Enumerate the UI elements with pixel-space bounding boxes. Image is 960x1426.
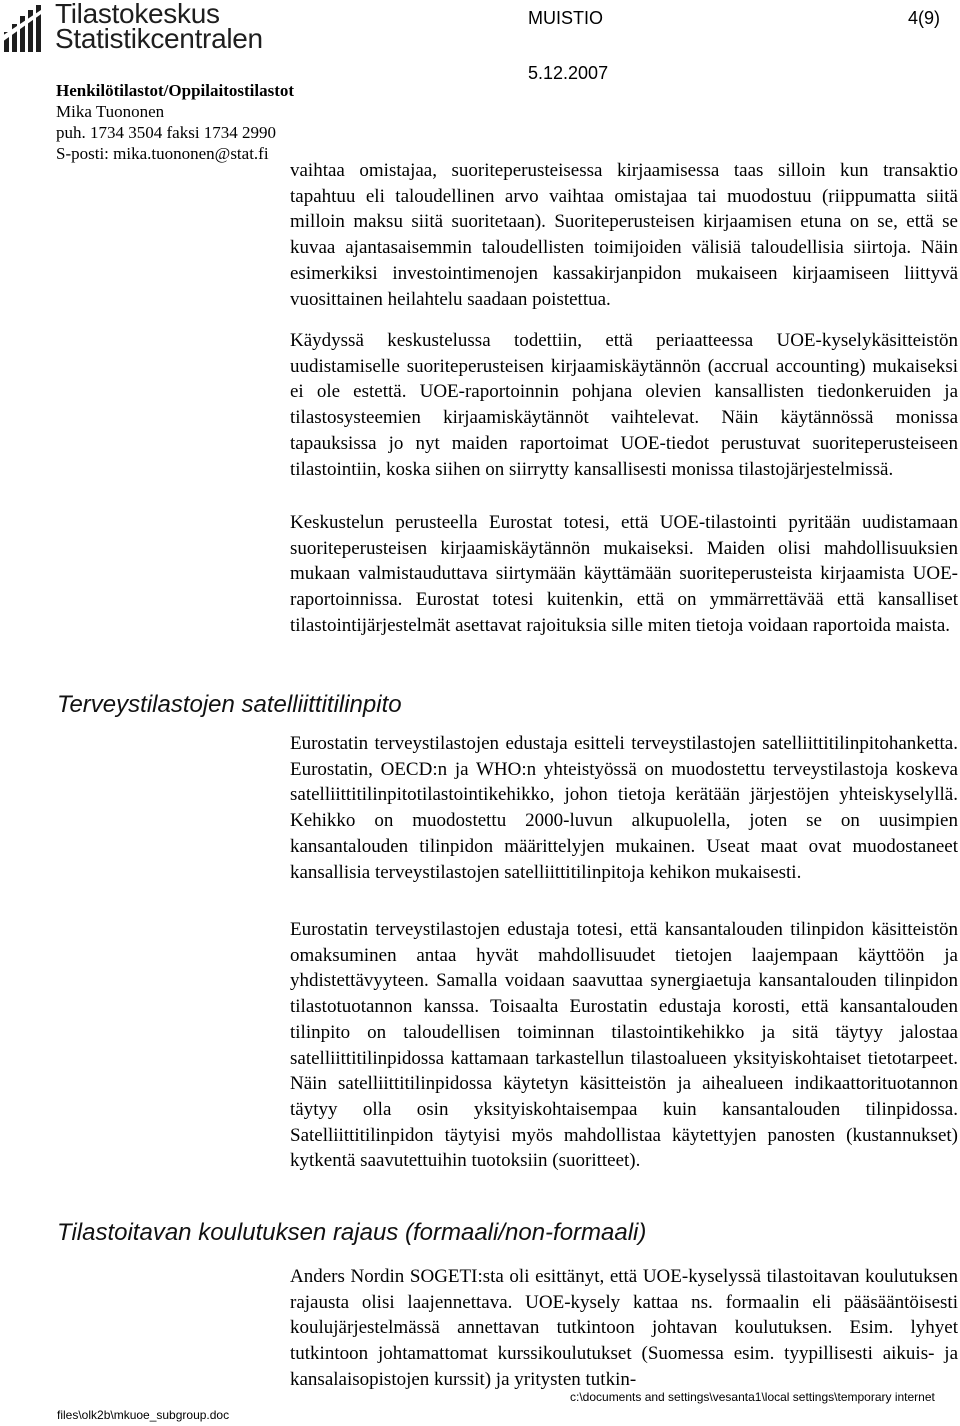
logo <box>2 0 263 58</box>
statistics-logo-icon <box>2 2 52 54</box>
document-type: MUISTIO <box>528 8 603 28</box>
paragraph-health-national-accounts: Eurostatin terveystilastojen edustaja totesi, että kansantalouden tilinpidon käsitteistön omaksuminen antaa hyvät mahdollisuudet tietojen laajempaan käyttöön ja yhdistettävyyteen. Samalla voidaan saavuttaa synergiaetuja kansantalouden tilinpidon tilastotuotannon kanssa. Toisaalta Eurostatin edustaja korosti, että kansantalouden tilinpito on taloudellisen toiminnan tilastointikehikko ja sitä täytyy jalostaa satelliittitilinpidossa kattamaan tarkastellun tilastoalueen yksityiskohtaiset tietotarpeet. Näin satelliittitilinpidossa käytetyn käsitteistön ja aihealueen indikaattorituotannon täytyy olla osin yksityiskohtaisempaa kuin kansantalouden tilinpidossa. Satelliittitilinpidon täytyisi myös mahdollistaa käytettyjen panosten (kustannukset) kytkentä saavutettuihin tuotoksiin (suoritteet). <box>290 919 958 1172</box>
sender-email: S-posti: mika.tuononen@stat.fi <box>56 144 269 163</box>
section-heading-education-scope: Tilastoitavan koulutuksen rajaus (formaali/non-formaali) <box>57 1219 647 1246</box>
section-heading-health-satellite: Terveystilastojen satelliittitilinpito <box>57 691 402 718</box>
footer-temp-path: c:\documents and settings\vesanta1\local settings\temporary internet <box>570 1390 935 1404</box>
paragraph-eurostat-conclusion: Keskustelun perusteella Eurostat totesi, että UOE-tilastointi pyritään uudistamaan suoriteperusteisen kirjaamiskäytännön mukaiseksi. Maiden olisi mahdollisuuksien mukaan valmistauduttava siirtymään käyttämään suoriteperusteista kirjaamista UOE-raportoinnissa. Eurostat totesi kuitenkin, että on ymmärrettävää että kansalliset tilastointijärjestelmät asettavat rajoituksia sille miten tietoja voidaan raportoida maista. <box>290 512 958 636</box>
paragraph-health-satellite: Eurostatin terveystilastojen edustaja esitteli terveystilastojen satelliittitilinpitohanketta. Eurostatin, OECD:n ja WHO:n yhteistyössä on muodostettu terveystilastoja koskeva satelliittitilinpitotilastointikehikko, johon tietoja kerätään järjestöjen yhteiskyselyllä. Kehikko on muodostettu 2000-luvun alkupuolella, joten se on uusimpien kansantalouden tilinpidon määrittelyjen mukainen. Useat maat ovat muodostaneet kansallisia terveystilastojen satelliittitilinpitoja kehikon mukaisesti. <box>290 733 958 883</box>
footer-file-path: files\olk2b\mkuoe_subgroup.doc <box>57 1408 230 1422</box>
page-number: 4(9) <box>908 8 941 28</box>
paragraph-discussion: Käydyssä keskustelussa todettiin, että periaatteessa UOE-kyselykäsitteistön uudistamiselle suoriteperusteisen kirjaamiskäytännön (accrual accounting) mukaiseksi ei ole estettä. UOE-raportoinnin pohjana olevien kansallisten tiedonkeruiden ja tilastosysteemien kirjaamiskäytännöt vaihtelevat. Näin käytännössä monissa tapauksissa jo nyt maiden raportoimat UOE-tiedot perustuvat suoriteperusteiseen tilastointiin, koska siihen on siirrytty kansallisesti monissa tilastojärjestelmissä. <box>290 330 958 480</box>
paragraph-accrual-intro: vaihtaa omistajaa, suoriteperusteisessa kirjaamisessa taas silloin kun transaktio tapahtuu eli taloudellinen arvo vaihtaa omistajaa tai muodostuu (riippumatta siitä milloin maksu siitä suoritetaan). Suoriteperusteisen kirjaamisen etuna on se, että se kuvaa ajantasaisemmin taloudellisten toimijoiden välisiä taloudellisia siirtoja. Näin esimerkiksi investointimenojen kassakirjanpidon mukaiseen kirjaamiseen liittyvä vuosittainen heilahtelu saadaan poistettua. <box>290 160 958 310</box>
paragraph-education-scope: Anders Nordin SOGETI:sta oli esittänyt, että UOE-kyselyssä tilastoitavan koulutuksen rajausta olisi laajennettava. UOE-kysely kattaa ns. formaalin eli pääsääntöisesti koulujärjestelmässä annettavan tutkintoon johtavan koulutuksen. Esim. lyhyet tutkintoon johtamattomat kurssikoulutukset (Suomessa esim. tyypillisesti aikuis- ja kansalaisopistojen kurssit) ja yritysten tutkin- <box>290 1266 958 1390</box>
sender-phone: puh. 1734 3504 faksi 1734 2990 <box>56 123 277 142</box>
sender-block <box>56 80 316 164</box>
logo-text-swedish: Statistikcentralen <box>55 23 263 54</box>
sender-name: Mika Tuononen <box>56 102 165 121</box>
sender-department: Henkilötilastot/Oppilaitostilastot <box>56 81 295 100</box>
logo-text-finnish: Tilastokeskus <box>55 0 220 29</box>
document-date: 5.12.2007 <box>528 63 609 83</box>
